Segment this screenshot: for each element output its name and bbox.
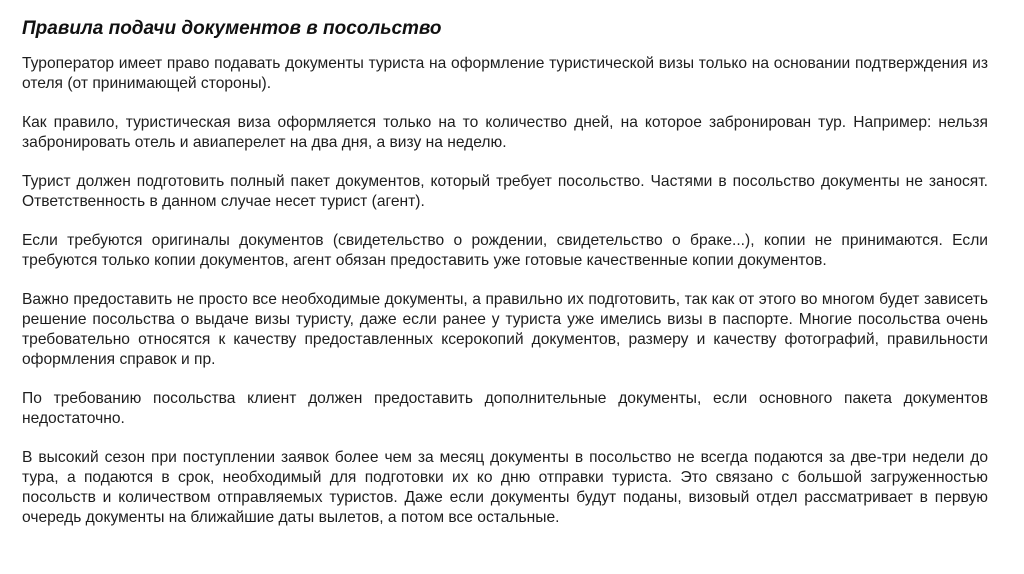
document-slide xyxy=(22,14,988,528)
paragraph-additional-documents: По требованию посольства клиент должен предоставить дополнительные документы, если основного пакета документов недостаточно. xyxy=(22,390,988,427)
page-title: Правила подачи документов в посольство xyxy=(22,18,442,39)
paragraph-originals-copies: Если требуются оригиналы документов (свидетельство о рождении, свидетельство о браке...), копии не принимаются. Если требуются только копии документов, агент обязан предоставить уже готовые качественные копии документов. xyxy=(22,232,988,269)
paragraph-visa-duration: Как правило, туристическая виза оформляется только на то количество дней, на которое забронирован тур. Например: нельзя забронировать отель и авиаперелет на два дня, а визу на неделю. xyxy=(22,114,988,151)
paragraph-full-package: Турист должен подготовить полный пакет документов, который требует посольство. Частями в посольство документы не заносят. Ответственность в данном случае несет турист (агент). xyxy=(22,173,988,210)
paragraph-high-season: В высокий сезон при поступлении заявок более чем за месяц документы в посольство не всегда подаются за две-три недели до тура, а подаются в срок, необходимый для подготовки их ко дню отправки туриста. Это связано с большой загруженностью посольств и количеством отправляемых туристов. Даже если документы будут поданы, визовый отдел рассматривает в первую очередь документы на ближайшие даты вылетов, а потом все остальные. xyxy=(22,449,988,526)
paragraph-proper-preparation: Важно предоставить не просто все необходимые документы, а правильно их подготовить, так как от этого во многом будет зависеть решение посольства о выдаче визы туристу, даже если ранее у туриста уже имелись визы в паспорте. Многие посольства очень требовательно относятся к качеству предоставленных ксерокопий документов, размеру и качеству фотографий, правильности оформления справок и пр. xyxy=(22,291,988,368)
paragraph-hotel-confirmation: Туроператор имеет право подавать документы туриста на оформление туристической визы только на основании подтверждения из отеля (от принимающей стороны). xyxy=(22,55,988,92)
